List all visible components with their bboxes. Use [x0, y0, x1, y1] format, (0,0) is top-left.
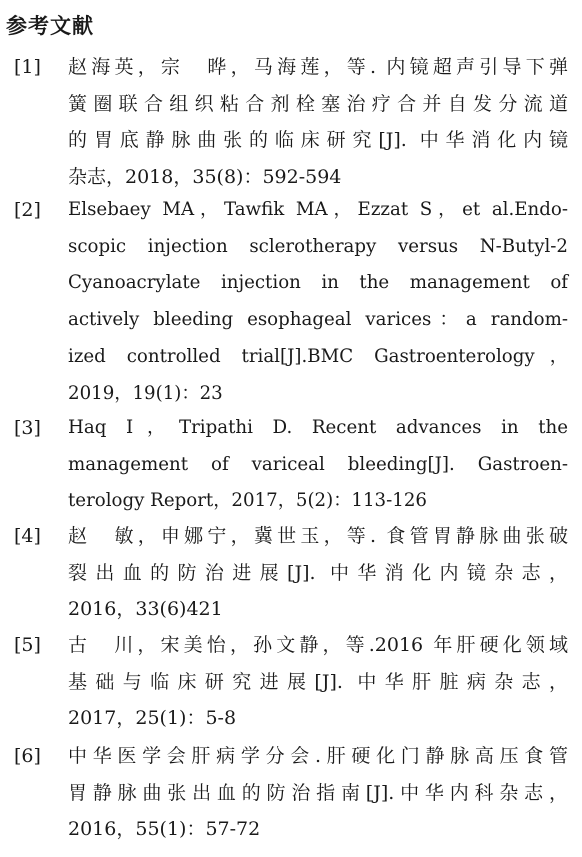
reference-line: Elsebaey MA，Tawfik MA，Ezzat S，et al.Endo-	[68, 199, 568, 220]
reference-line: scopic injection sclerotherapy versus N-Butyl-2	[68, 235, 568, 257]
reference-line: 2017，25(1)：5-8	[68, 707, 237, 730]
reference-line: Cyanoacrylate injection in the management of	[68, 272, 568, 294]
reference-line: management of variceal bleeding[J]. Gastroen-	[68, 453, 568, 475]
reference-line: 古 川，宋美怡，孙文静，等.2016 年肝硬化领域	[68, 634, 568, 656]
reference-line: 胃静脉曲张出血的防治指南[J].中华内科杂志，	[68, 781, 568, 804]
reference-line: 2019，19(1)：23	[68, 382, 223, 404]
reference-line: ized controlled trial[J].BMC Gastroenterology，	[68, 345, 568, 367]
reference-marker: [4]	[14, 525, 41, 547]
reference-marker: [3]	[14, 417, 41, 439]
reference-line: terology Report，2017，5(2)：113-126	[68, 490, 427, 512]
reference-marker: [1]	[14, 56, 41, 78]
reference-marker: [6]	[14, 745, 41, 767]
reference-line: 的胃底静脉曲张的临床研究[J]. 中华消化内镜	[68, 129, 568, 152]
reference-line: 杂志，2018，35(8)：592-594	[68, 166, 342, 189]
reference-line: 2016，33(6)421	[68, 598, 223, 621]
reference-line: 2016，55(1)：57-72	[68, 818, 261, 841]
reference-line: 裂出血的防治进展[J]. 中华消化内镜杂志，	[68, 561, 568, 584]
reference-line: 中华医学会肝病学分会.肝硬化门静脉高压食管	[68, 745, 568, 767]
section-heading: 参考文献	[6, 14, 94, 38]
reference-marker: [5]	[14, 634, 41, 656]
reference-line: Haq I，Tripathi D. Recent advances in the	[68, 417, 568, 438]
reference-line: 基础与临床研究进展[J]. 中华肝脏病杂志，	[68, 670, 568, 693]
reference-line: actively bleeding esophageal varices：a random-	[68, 309, 568, 331]
reference-marker: [2]	[14, 199, 41, 221]
reference-line: 赵海英，宗 晔，马海莲，等. 内镜超声引导下弹	[68, 56, 568, 78]
reference-line: 赵 敏，申娜宁，冀世玉，等. 食管胃静脉曲张破	[68, 525, 568, 547]
reference-line: 簧圈联合组织粘合剂栓塞治疗合并自发分流道	[68, 92, 568, 115]
